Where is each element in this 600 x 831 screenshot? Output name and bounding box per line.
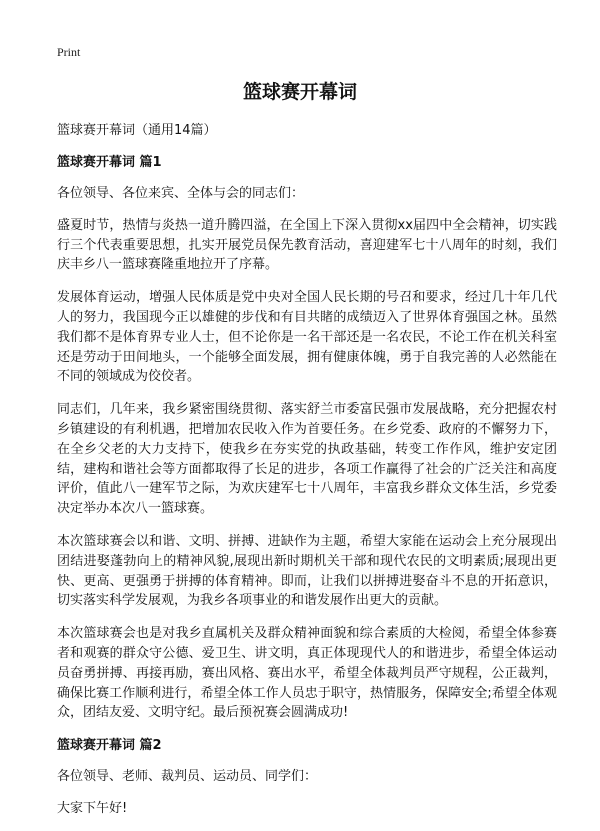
paragraph: 各位领导、各位来宾、全体与会的同志们： [57, 186, 305, 201]
paragraph: 盛夏时节，热情与炎热一道升腾四溢，在全国上下深入贯彻xx届四中全会精神，切实践行三个代表重要思想，扎实开展党员保先教育活动，喜迎建军七十八周年的时刻，我们庆丰乡八一篮球赛隆重地拉开了序幕。 [57, 217, 557, 273]
paragraph: 本次篮球赛会也是对我乡直属机关及群众精神面貌和综合素质的大检阅，希望全体参赛者和观赛的群众守公德、爱卫生、讲文明，真正体现现代人的和谐进步，希望全体运动员奋勇拼搏、再接再励，赛出风格、赛出水平，希望全体裁判员严守规程，公正裁判，确保比赛工作顺利进行，希望全体工作人员忠于职守，热情服务，保障安全;希望全体观众，团结友爱、文明守纪。最后预祝赛会圆满成功! [57, 626, 557, 721]
page-title: 篮球赛开幕词 [242, 81, 357, 103]
paragraph: 发展体育运动，增强人民体质是党中央对全国人民长期的号召和要求，经过几十年几代人的努力，我国现今正以雄健的步伐和有目共睹的成绩迈入了世界体育强国之林。虽然我们都不是体育界专业人士，但不论你是一名干部还是一名农民，不论工作在机关科室还是劳动于田间地头，一个能够全面发展，拥有健康体魄，勇于自我完善的人必然能在不同的领域成为佼佼者。 [57, 290, 557, 385]
paragraph: 各位领导、老师、裁判员、运动员、同学们： [57, 769, 318, 785]
section-heading-2: 篮球赛开幕词 篇2 [57, 738, 162, 754]
document-body [57, 121, 557, 831]
paragraph: 同志们，几年来，我乡紧密围绕贯彻、落实舒兰市委富民强市发展战略，充分把握农村乡镇建设的有利机遇，把增加农民收入作为首要任务。在乡党委、政府的不懈努力下，在全乡父老的大力支持下，使我乡在夯实党的执政基础，转变工作作风，维护安定团结，建构和谐社会等方面都取得了长足的进步，各项工作赢得了社会的广泛关注和高度评价，值此八一建军节之际，为欢庆建军七十八周年，丰富我乡群众文体生活，乡党委决定举办本次八一篮球赛。 [57, 402, 557, 517]
paragraph: 本次篮球赛会以和谐、文明、拼搏、进缺作为主题，希望大家能在运动会上充分展现出团结进娶蓬勃向上的精神风貌,展现出新时期机关干部和现代农民的文明素质;展现出更快、更高、更强勇于拼搏的体育精神。即而，让我们以拼搏进娶奋斗不息的开拓意识，切实落实科学发展观，为我乡各项事业的和谐发展作出更大的贡献。 [57, 533, 557, 609]
paragraph: 大家下午好! [57, 800, 128, 816]
section-heading-1: 篮球赛开幕词 篇1 [57, 155, 162, 170]
document-subtitle: 篮球赛开幕词（通用14篇） [57, 123, 217, 138]
print-link[interactable]: Print [57, 45, 81, 59]
